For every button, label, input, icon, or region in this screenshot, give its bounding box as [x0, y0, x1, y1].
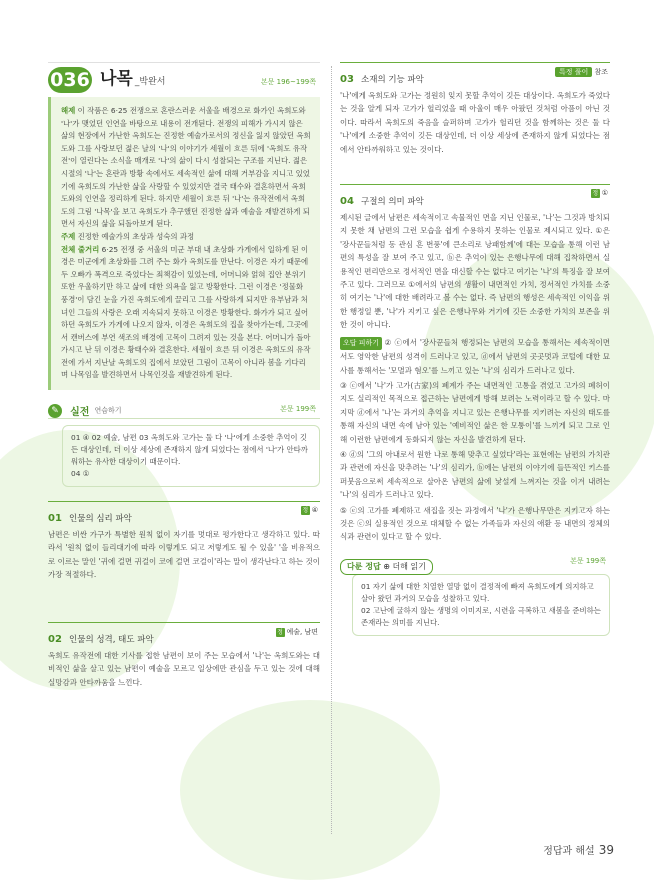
practice-head	[48, 400, 320, 419]
question-head	[48, 501, 320, 525]
summary-theme-label: 해제	[61, 106, 76, 115]
question-wrong-answers: ③ ⓒ에서 '나'가 고가(古家)의 폐계가 주는 내면적인 고통을 겪었고 고가의 폐허이지도 실리적인 목적으로 접근하는 남편에게 방해 보려는 노력이라고 할 수 있다. 마지막 ⓓ에서 '나'는 과거의 추억을 지니고 있는 은행나무를 지키려는 자신의 태도를 통해 자신의 내면 속에 남아 있는 '예비적인 삶은 한 모퉁이'를 느끼게 되고 그로 인해 이런한 남편에게 동화되지 않는 자신을 발견하게 된다.	[340, 380, 610, 444]
page-footer	[543, 842, 614, 857]
answer-text: ①	[601, 189, 608, 198]
question-body: 제시된 글에서 남편은 세속적이고 속물적인 면을 지닌 인물로, '나'는 그것과 방치되지 못한 채 남편의 그런 모습을 쉽게 수용하지 못하는 인물로 제시되고 있다. ①은 '장사꾼들처럼 동 관심 흔 번풍'에 큰소리로 낭패함께'에 대는 모습을 통해 이런 남편의 특성을 잘 보여 주고 있고, ⓑ은 추억이 있는 은행나무에 대해 집착하면서 실용적인 편리만으로 정서적인 면을 대신할 수는 없다고 여기는 '나'의 특징을 잘 보여 주고 있다. 그러므로 ①에서의 남편의 생활이 내면적인 가치, 정서적인 가치를 소중히 여기는 '나'에 대한 배려라고 볼 수는 없다. 즉 남편의 행성은 세속적인 이익을 위한 행정일 뿐, '나'가 지키고 싶은 은행나무와 거기에 깃든 소중한 가치의 보존을 위한 것이 아니다.	[340, 213, 610, 330]
answer-icon: 정	[277, 628, 283, 636]
practice-title: 실전	[70, 407, 90, 419]
question-title: 소재의 기능 파악	[361, 75, 424, 85]
more-source: 본문 199쪽	[570, 556, 606, 565]
question-title: 인물의 성격, 태도 파악	[69, 634, 154, 645]
question-answer	[555, 67, 608, 77]
question-head	[48, 622, 320, 643]
answer-badge: 특정 풀이	[555, 67, 592, 77]
question-01	[48, 501, 320, 582]
question-03	[340, 62, 610, 156]
summary-theme	[61, 105, 312, 231]
answer-icon: 정	[302, 507, 309, 515]
summary-plot-label: 전체 줄거리	[61, 244, 100, 254]
answer-text: 참조	[594, 68, 608, 76]
practice-source: 본문 199쪽	[280, 405, 316, 414]
footer-label: 정답과 해설	[543, 846, 595, 857]
plus-icon: ⊕	[383, 561, 390, 571]
wrong-label: 오답 피하기	[340, 337, 382, 350]
question-answer	[276, 627, 319, 637]
question-body: 남편은 비싼 가구가 특별한 원칙 없이 자기를 멋대로 평가한다고 생각하고 있다. 따라서 '원칙 없이 들리대기에 따라 이렇게도 되고 저렇게도 될 수 있을' '을 비유적으로 이르는 말인 '귀에 걸면 귀걸이 코에 걸면 코걸이'라는 말이 생각난다고 하는 것이 가장 적절하다.	[48, 530, 320, 580]
question-answer	[301, 506, 318, 515]
answer-icon: 정	[592, 190, 599, 198]
question-head	[340, 62, 610, 83]
practice-line: 01 ④ 02 예술, 남편 03 옥희도와 고가는 둘 다 '나'에게 소중한 추억이 깃든 대상인데, 더 이상 세상에 존재하지 않게 되었다는 점에서 '나'가 안타까워하는 유사한 대상이기 때문이다.	[71, 433, 308, 467]
left-column	[48, 62, 320, 689]
summary-subject	[61, 231, 312, 244]
answer-text: 예술, 남편	[286, 627, 318, 636]
question-wrong-answers: ⑤ ⓔ의 고가를 폐제하고 새집을 짓는 과정에서 '나'가 은행나무만은 지키고자 하는 것은 ⓒ의 실용적인 것으로 대체할 수 없는 가족들과 자신의 애환 등 내면의 정체의식과 관련이 있다고 할 수 있다.	[340, 505, 610, 542]
question-number: 02	[48, 633, 62, 645]
question-head	[340, 184, 610, 208]
more-body	[352, 574, 610, 636]
column-divider	[331, 66, 333, 834]
question-body: 옥희도 유작전에 대한 기사를 접한 남편이 보이 주는 모습에서 '나'는 옥희도와는 대비적인 삶을 살고 있는 남편이 예술을 모르고 일상에만 관심을 두고 있는 것에 대해 실망감과 안타까움을 느낀다.	[48, 650, 320, 687]
work-title-text: 나목	[100, 69, 133, 89]
question-number: 04	[340, 196, 354, 208]
question-title: 구절의 의미 파악	[361, 197, 424, 208]
more-head	[340, 554, 610, 570]
question-title: 인물의 심리 파악	[69, 514, 132, 525]
summary-subject-text: 진정한 예술가의 초상과 성숙의 과정	[77, 231, 195, 241]
question-wrong-answers: ④ ⓓ의 '그의 아내로서 원한 나로 통해 맞추고 싶었다'라는 표현에는 남편의 가치관과 관련에 자신을 맞추려는 '나'의 심리가, ⓑ에는 남편의 이야기에 들뜬적인 키스를 퍼붓음으로써 세속적으로 살아온 남편의 삶에 낯설게 느껴지는 것을 이겨 내려는 '나'의 심리가 드러나고 있다.	[340, 449, 610, 500]
answer-text: ④	[311, 506, 318, 515]
practice-section	[48, 400, 320, 487]
pen-icon: ✎	[48, 404, 62, 418]
practice-sub: 연습하기	[94, 406, 122, 415]
work-source: 본문 196~199쪽	[260, 78, 316, 86]
summary-theme-text: 이 작품은 6·25 전쟁으로 혼란스러운 서울을 배경으로 화가인 옥희도와 '나'가 맺었던 인연을 바탕으로 내용이 전개된다. 전쟁의 피해가 가시지 않은 삶의 현장에서 가난한 옥희도는 진정한 예술가로서의 정신을 잃지 않았던 옥희도와 그를 사랑보던 젊은 날의 '나'의 이야기가 세월이 흐른 뒤에 '옥희도 유작전'이 열린다는 소식을 매개로 '나'의 삶이 다시 성찰되는 구조를 지닌다. 젊은 시절의 '나'는 혼란과 방황 속에서도 세속적인 삶에 대해 거부감을 지니고 있었기에 옥희도의 가난한 삶을 사랑할 수 있었지만 결국 태수와 결혼하면서 옥희도와의 인연을 정리하게 된다. 하지만 세월이 흐른 뒤 '나'는 유작전에서 옥희도의 그림 '나목'을 보고 옥희도가 추구했던 진정한 삶과 예술을 재발견하게 되면서 자신의 삶을 되돌아보게 된다.	[61, 106, 311, 229]
summary-panel	[48, 97, 320, 390]
practice-body	[62, 425, 320, 487]
more-label-a: 다룬 정답	[347, 561, 381, 571]
question-wrong-answers	[340, 336, 610, 377]
more-pill	[340, 559, 433, 575]
work-title	[100, 67, 165, 94]
question-body: '나'에게 옥희도와 고가는 정원히 잊지 못할 추억이 깃든 대상이다. 옥희도가 죽었다는 것을 알게 되자 고가가 헐리었을 때 아울이 매우 아팠던 것처럼 아픔이 아닌 것이다. 따라서 옥희도의 죽음을 슬퍼하며 고가가 헐리던 것을 함께하는 것은 둘 다 '나'에게 소중한 추억이 깃든 대상인데, 더 이상 세상에 존재하지 않게 되었다는 점에서 안타까워하고 있는 것이다.	[340, 91, 610, 154]
wrong-text: ② ⓒ에서 '장사꾼들처 행정되는 남편의 모습을 통해서는 세속적이면서도 영악한 남편의 성격이 드러나고 있고, ⓓ에서 남편의 곳곳멋과 코털에 대한 묘사를 통해서는 '모멸과 혐오'를 느끼고 있는 '나'의 심리가 드러나고 있다.	[340, 337, 610, 375]
question-number: 01	[48, 513, 62, 525]
question-number: 03	[340, 74, 354, 85]
question-04	[340, 184, 610, 544]
summary-subject-label: 주제	[61, 231, 76, 241]
summary-plot	[61, 244, 312, 383]
bg-decoration	[180, 700, 440, 880]
work-number: 036	[48, 67, 92, 93]
question-02	[48, 622, 320, 689]
more-label-b: 더해 읽기	[392, 561, 426, 571]
more-reading	[340, 554, 610, 636]
work-header	[48, 62, 320, 91]
question-answer	[591, 189, 608, 198]
more-line: 02 고난에 굴하지 않는 생명의 이미지로, 시련을 극복하고 새봄을 준비하는 존재라는 의미를 지닌다.	[361, 605, 601, 627]
practice-line: 04 ①	[71, 469, 90, 479]
right-column	[340, 62, 610, 636]
work-author: _박완서	[134, 77, 166, 87]
page-number: 39	[598, 843, 614, 857]
summary-plot-text: 6·25 전쟁 중 서울의 미군 부대 내 초상화 가게에서 일하게 된 이경은 미군에게 초상화를 그려 주는 화가 옥희도를 만난다. 이경은 자기 때문에 두 오빠가 폭격으로 죽었다는 죄책감이 있었는데, 어머니와 얽혀 집안 분위기 또한 우울하기만 하고 삶에 대한 의욕을 잃고 방황한다. 그런 이경은 '정물화 풍경'이 담긴 눈을 가진 옥희도에게 끌리고 그를 사랑하게 되지만 유부남과 처녀인 그들의 사랑은 오래 지속되지 못하고 이경은 방황한다. 화가가 되고 싶어 하던 옥희도가 가게에 나오지 않자, 이경은 옥희도의 집을 찾아가는데, 그곳에서 캔버스에 부연 색조의 배경에 고목이 그려져 있는 것을 본다. 어머니가 돌아가시고 난 뒤 이경은 황태수와 결혼한다. 세월이 흐른 뒤 이경은 옥희도의 유작전에 가서 지난날 옥희도의 집에서 보았던 그림이 고목이 아니라 봄을 기다리며 나목임을 발견하면서 나목인것을 재발견하게 된다.	[61, 244, 311, 380]
more-line: 01 자기 삶에 대한 치열한 열망 없이 결정적에 빠져 옥희도에게 의지하고 살아 왔던 과거의 모습을 성찰하고 있다.	[361, 581, 594, 603]
